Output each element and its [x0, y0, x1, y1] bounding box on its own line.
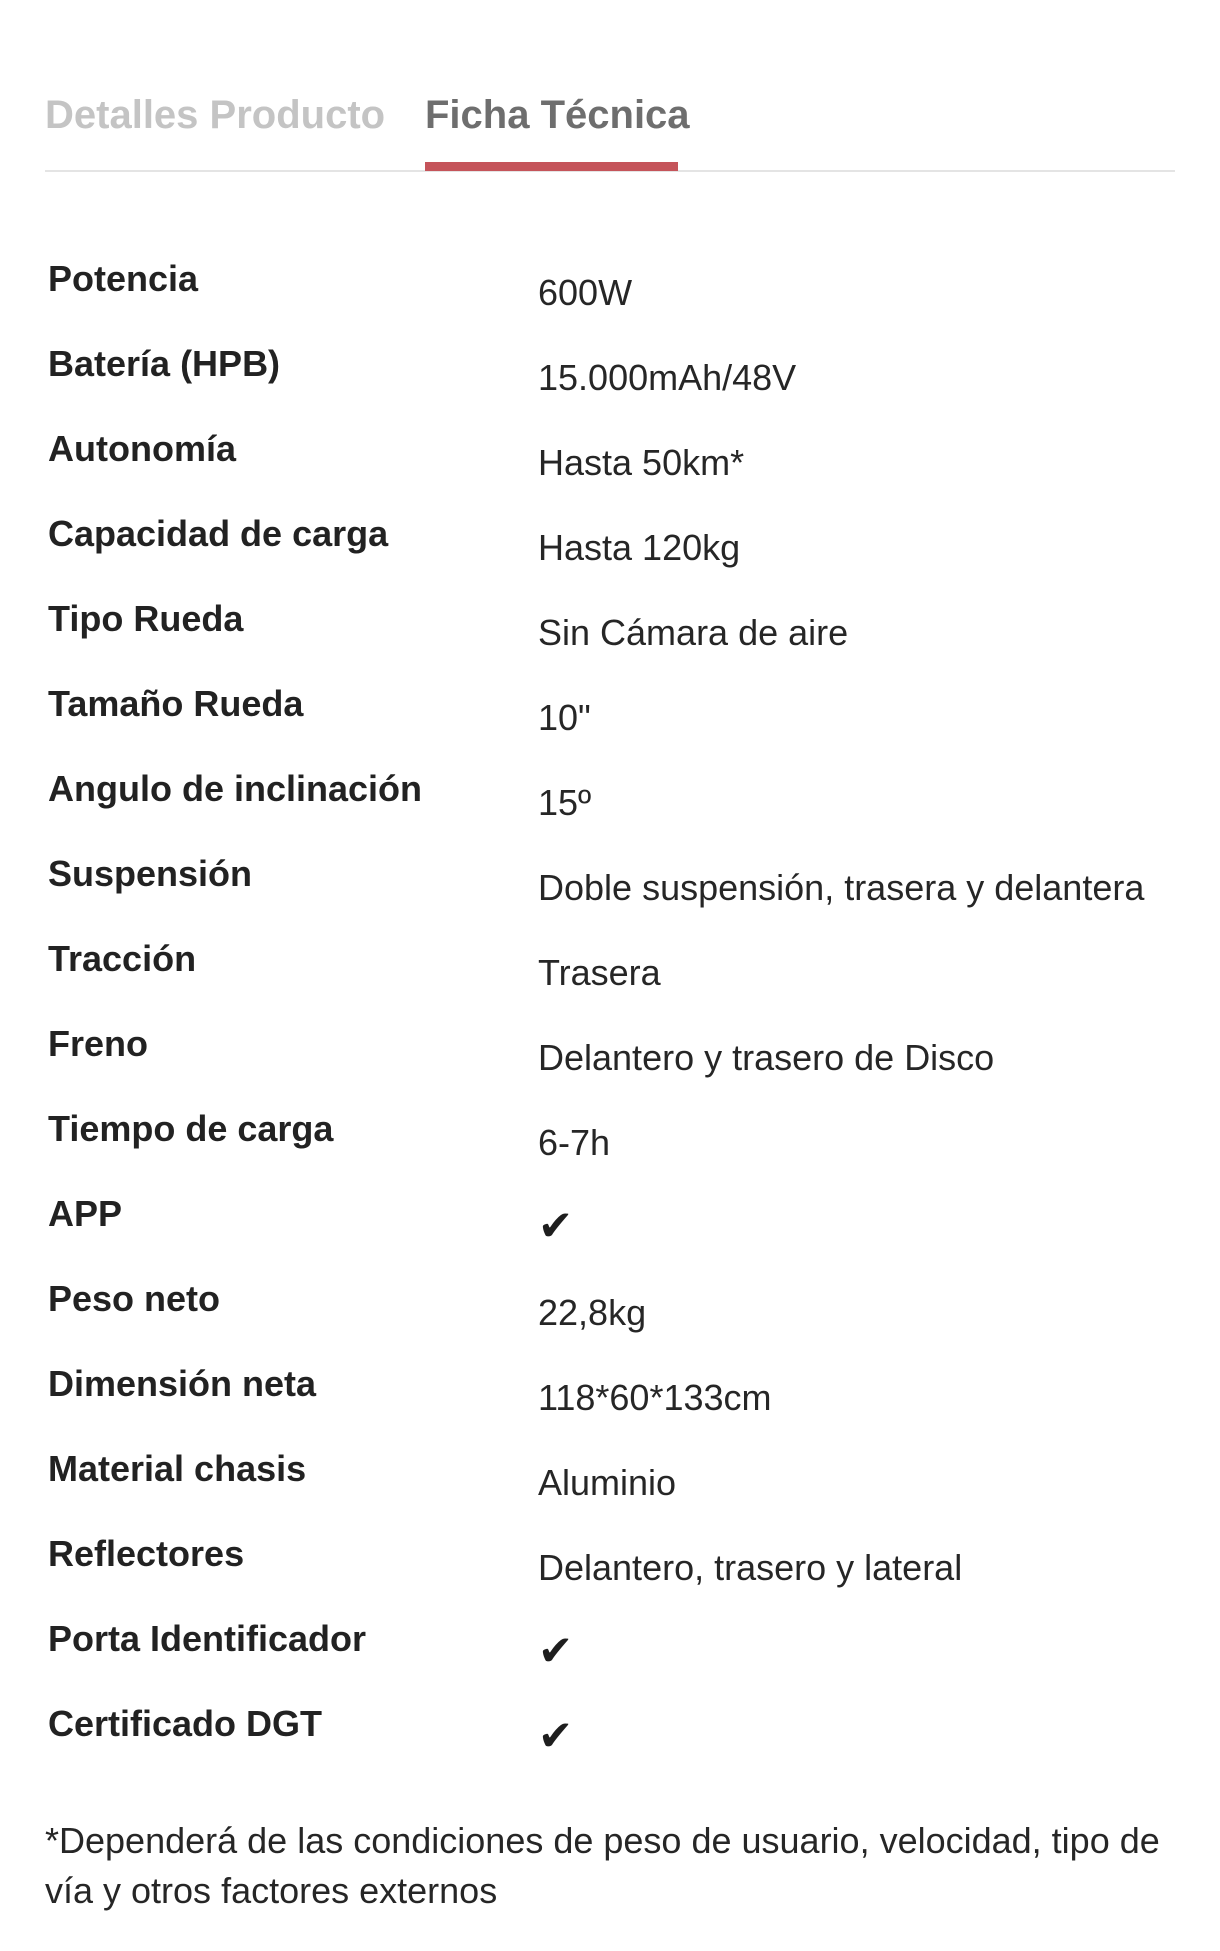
spec-row-app [48, 1187, 1178, 1272]
spec-label: Angulo de inclinación [48, 768, 423, 809]
spec-value: 10" [538, 697, 591, 738]
checkmark-icon: ✔ [538, 1712, 574, 1759]
spec-label: Tiempo de carga [48, 1108, 334, 1149]
checkmark-icon: ✔ [538, 1627, 574, 1674]
footnote: *Dependerá de las condiciones de peso de usuario, velocidad, tipo de vía y otros factores externos [45, 1820, 1160, 1911]
spec-row-reflectores [48, 1527, 1178, 1612]
spec-value: 118*60*133cm [538, 1377, 772, 1418]
spec-value: Aluminio [538, 1462, 677, 1503]
spec-value: Hasta 50km* [538, 442, 745, 483]
spec-row-porta-identificador [48, 1612, 1178, 1697]
spec-row-suspension [48, 847, 1178, 932]
spec-label: Reflectores [48, 1533, 245, 1574]
spec-row-potencia [48, 252, 1178, 337]
spec-label: Potencia [48, 258, 199, 299]
tab-ficha-tecnica[interactable]: Ficha Técnica [425, 93, 690, 137]
spec-label: Batería (HPB) [48, 343, 281, 384]
spec-row-capacidad-carga [48, 507, 1178, 592]
spec-row-bateria [48, 337, 1178, 422]
spec-value: Trasera [538, 952, 661, 993]
spec-label: Tracción [48, 938, 197, 979]
spec-value: 600W [538, 272, 633, 313]
spec-value: 22,8kg [538, 1292, 647, 1333]
spec-row-peso-neto [48, 1272, 1178, 1357]
tab-bar [45, 90, 1175, 172]
spec-row-tipo-rueda [48, 592, 1178, 677]
spec-row-angulo-inclinacion [48, 762, 1178, 847]
spec-value: 15.000mAh/48V [538, 357, 797, 398]
spec-label: Tamaño Rueda [48, 683, 304, 724]
spec-table [48, 252, 1178, 1782]
spec-label: Dimensión neta [48, 1363, 317, 1404]
spec-row-freno [48, 1017, 1178, 1102]
spec-value: Sin Cámara de aire [538, 612, 849, 653]
active-tab-indicator [425, 162, 678, 171]
spec-value: Doble suspensión, trasera y delantera [538, 867, 1145, 908]
spec-row-traccion [48, 932, 1178, 1017]
spec-label: Certificado DGT [48, 1703, 323, 1744]
spec-label: Suspensión [48, 853, 253, 894]
spec-label: Porta Identificador [48, 1618, 367, 1659]
spec-row-material-chasis [48, 1442, 1178, 1527]
spec-label: Tipo Rueda [48, 598, 244, 639]
spec-value: Delantero y trasero de Disco [538, 1037, 995, 1078]
spec-label: Material chasis [48, 1448, 307, 1489]
checkmark-icon: ✔ [538, 1202, 574, 1249]
spec-row-dimension-neta [48, 1357, 1178, 1442]
spec-label: Autonomía [48, 428, 236, 469]
spec-label: APP [48, 1193, 123, 1234]
tab-detalles-producto[interactable]: Detalles Producto [45, 93, 386, 137]
spec-value: Delantero, trasero y lateral [538, 1547, 963, 1588]
spec-row-autonomia [48, 422, 1178, 507]
spec-value: 15º [538, 782, 592, 823]
spec-label: Peso neto [48, 1278, 221, 1319]
spec-value: Hasta 120kg [538, 527, 741, 568]
spec-label: Freno [48, 1023, 149, 1064]
spec-row-tiempo-carga [48, 1102, 1178, 1187]
spec-row-tamano-rueda [48, 677, 1178, 762]
spec-value: 6-7h [538, 1122, 611, 1163]
spec-label: Capacidad de carga [48, 513, 389, 554]
spec-row-certificado-dgt [48, 1697, 1178, 1782]
